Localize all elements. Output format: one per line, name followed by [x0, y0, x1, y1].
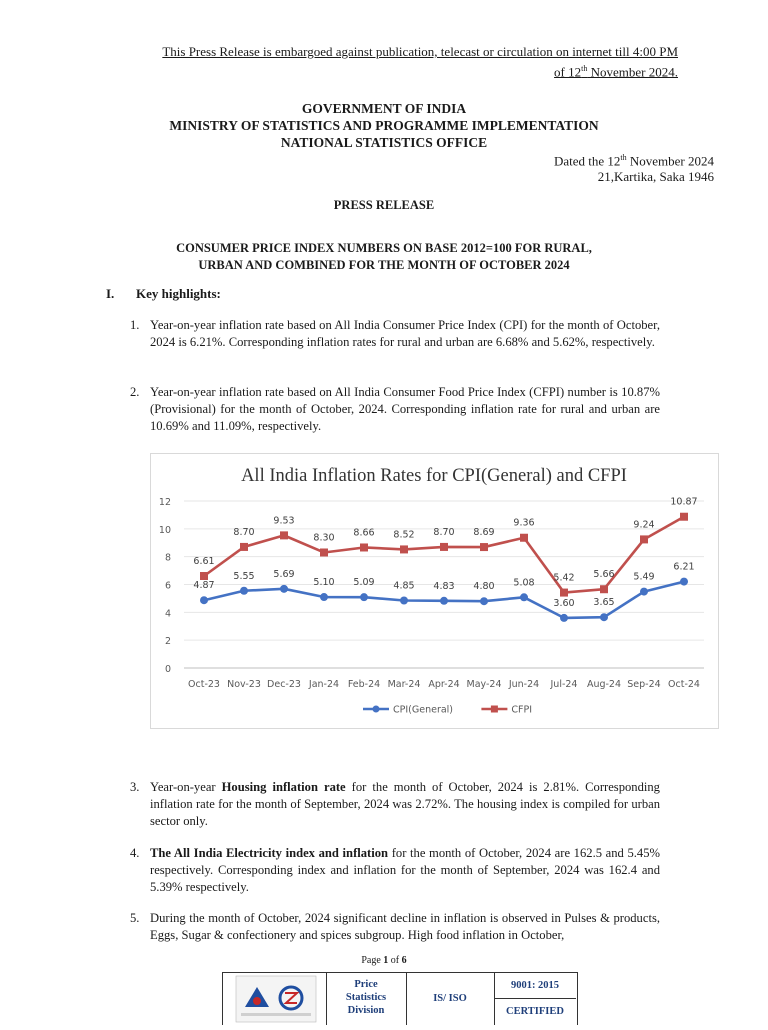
embargo-line-2: of 12th November 2024.: [554, 64, 678, 80]
data-point: [240, 587, 248, 595]
data-point: [200, 572, 208, 580]
item-number: 5.: [130, 911, 140, 925]
x-tick-label: Nov-23: [227, 679, 261, 690]
data-label: 3.65: [593, 597, 615, 609]
standard-label: IS/ ISO: [433, 993, 467, 1004]
data-label: 5.09: [353, 577, 375, 589]
org-line-ministry: MINISTRY OF STATISTICS AND PROGRAMME IMPLEMENTATION: [169, 118, 599, 133]
data-label: 8.70: [433, 526, 455, 538]
data-label: 5.08: [513, 577, 535, 589]
footer-iso-cell: [494, 973, 576, 1025]
data-point: [400, 597, 408, 605]
x-tick-label: Apr-24: [428, 679, 460, 690]
y-tick-label: 4: [164, 608, 171, 620]
highlight-item-4: [130, 845, 660, 896]
data-point: [520, 534, 528, 542]
data-point: [480, 597, 488, 605]
embargo-line-1: This Press Release is embargoed against publication, telecast or circulation on internet till 4:00 PM: [162, 44, 678, 59]
data-point: [320, 548, 328, 556]
data-label: 4.80: [473, 581, 495, 593]
dated-line: Dated the 12th November 2024: [553, 153, 714, 169]
legend-label: CFPI: [511, 704, 533, 716]
legend-label: CPI(General): [393, 704, 454, 716]
y-tick-label: 6: [164, 580, 171, 592]
data-point: [360, 593, 368, 601]
data-label: 8.30: [313, 532, 335, 544]
data-point: [680, 578, 688, 586]
data-label: 5.66: [593, 569, 615, 581]
data-point: [400, 545, 408, 553]
data-point: [480, 543, 488, 551]
data-point: [280, 531, 288, 539]
data-point: [320, 593, 328, 601]
footer-certification-table: [222, 972, 578, 1025]
item-text: During the month of October, 2024 significant decline in inflation is observed in Pulses & products, Eggs, Sugar & confectionery and spices subgroup. High food inflation in October,: [150, 911, 660, 942]
x-tick-label: Jun-24: [508, 679, 540, 690]
data-point: [440, 543, 448, 551]
data-label: 8.52: [393, 529, 415, 541]
legend-marker: [491, 706, 498, 713]
y-tick-label: 8: [164, 552, 171, 564]
date-block: [554, 150, 714, 185]
footer-division-cell: [326, 973, 407, 1025]
x-tick-label: Oct-24: [668, 679, 700, 690]
page-indicator: Page 1 of 6: [361, 955, 407, 966]
embargo-notice: [118, 43, 678, 80]
item-bold-phrase: The All India Electricity index and inflation: [150, 846, 389, 860]
bis-logo: [223, 973, 326, 1025]
data-point: [520, 593, 528, 601]
data-point: [280, 585, 288, 593]
data-label: 8.69: [473, 527, 495, 539]
data-label: 9.53: [273, 515, 295, 527]
saka-date: 21,Kartika, Saka 1946: [597, 169, 714, 185]
data-point: [600, 613, 608, 621]
data-label: 4.83: [433, 580, 455, 592]
data-point: [560, 589, 568, 597]
highlight-item-5: [130, 910, 660, 944]
data-label: 9.36: [513, 517, 535, 529]
section-title: Key highlights:: [136, 286, 221, 301]
item-number: 4.: [130, 846, 140, 860]
highlight-item-2: [130, 384, 660, 435]
x-tick-label: Jul-24: [550, 679, 578, 690]
section-heading: [106, 286, 221, 302]
data-point: [600, 585, 608, 593]
inflation-chart: [150, 453, 719, 729]
inflation-chart-svg: [151, 454, 718, 728]
data-label: 4.87: [193, 580, 215, 592]
data-label: 4.85: [393, 580, 415, 592]
page-total: 6: [401, 955, 407, 966]
footer-logo-cell: [223, 973, 327, 1025]
data-label: 6.21: [673, 561, 695, 573]
release-title-line-2: URBAN AND COMBINED FOR THE MONTH OF OCTOBER 2024: [198, 258, 570, 272]
division-line-1: Price: [354, 979, 378, 990]
x-tick-label: Mar-24: [387, 679, 421, 690]
data-point: [200, 596, 208, 604]
item-number: 2.: [130, 385, 140, 399]
item-text: Year-on-year inflation rate based on All India Consumer Food Price Index (CFPI) number is 10.87% (Provisional) for the month of October, 2024. Corresponding inflation rate for rural and urban are 10.69% and 11.09%, respectively.: [150, 385, 660, 433]
data-point: [560, 614, 568, 622]
data-label: 9.24: [633, 519, 655, 531]
data-label: 6.61: [193, 556, 215, 568]
x-tick-label: May-24: [466, 679, 502, 690]
chart-title: All India Inflation Rates for CPI(General) and CFPI: [241, 466, 627, 486]
org-line-office: NATIONAL STATISTICS OFFICE: [280, 135, 488, 150]
data-label: 5.10: [313, 577, 335, 589]
x-tick-label: Aug-24: [586, 679, 622, 690]
press-release-label: PRESS RELEASE: [333, 198, 435, 212]
data-point: [680, 513, 688, 521]
data-point: [240, 543, 248, 551]
release-title: [0, 240, 768, 274]
footer-standard-cell: [406, 973, 495, 1025]
highlight-item-1: [130, 317, 660, 351]
legend-marker: [373, 706, 380, 713]
data-label: 5.49: [633, 571, 655, 583]
x-tick-label: Oct-23: [188, 679, 220, 690]
item-bold-phrase: Housing inflation rate: [221, 780, 346, 794]
y-tick-label: 10: [158, 524, 171, 536]
item-number: 1.: [130, 318, 140, 332]
data-label: 5.42: [553, 572, 575, 584]
division-line-3: Division: [347, 1005, 385, 1016]
item-text: Year-on-year inflation rate based on All India Consumer Price Index (CPI) for the month of October, 2024 is 6.21%. Corresponding inflation rates for rural and urban are 6.68% and 5.62%, respectively.: [150, 318, 660, 349]
iso-number: 9001: 2015: [494, 973, 576, 999]
bis-dot-icon: [253, 997, 261, 1005]
division-line-2: Statistics: [345, 992, 387, 1003]
x-tick-label: Feb-24: [347, 679, 381, 690]
org-line-government: GOVERNMENT OF INDIA: [301, 101, 467, 116]
y-tick-label: 0: [164, 664, 171, 675]
page-number: 1: [383, 955, 389, 966]
x-tick-label: Dec-23: [267, 679, 301, 690]
data-label: 3.60: [553, 597, 575, 609]
data-point: [360, 543, 368, 551]
certified-label: CERTIFIED: [506, 1006, 564, 1017]
data-point: [440, 597, 448, 605]
item-number: 3.: [130, 780, 140, 794]
item-text: Year-on-year Housing inflation rate for the month of October, 2024 is 2.81%. Corresponding inflation rate for the month of September, 2024 was 2.72%. The housing index is compiled for urban sector only.: [150, 780, 660, 828]
highlight-item-3: [130, 779, 660, 830]
x-tick-label: Jan-24: [308, 679, 340, 690]
data-label: 5.55: [233, 570, 255, 582]
y-tick-label: 2: [164, 636, 171, 648]
data-label: 10.87: [670, 496, 698, 508]
data-label: 8.66: [353, 527, 375, 539]
data-label: 5.69: [273, 568, 295, 580]
data-label: 8.70: [233, 526, 255, 538]
data-point: [640, 588, 648, 596]
org-header: [0, 100, 768, 151]
item-text: The All India Electricity index and inflation for the month of October, 2024 are 162.5 and 5.45% respectively. Corresponding index and inflation for the month of September, 2024 was 162.4 and 5.39% respectively.: [150, 846, 661, 894]
release-title-line-1: CONSUMER PRICE INDEX NUMBERS ON BASE 2012=100 FOR RURAL,: [176, 241, 592, 255]
x-tick-label: Sep-24: [627, 679, 661, 690]
y-tick-label: 12: [158, 497, 171, 508]
data-point: [640, 535, 648, 543]
section-roman-numeral: I.: [106, 286, 115, 301]
